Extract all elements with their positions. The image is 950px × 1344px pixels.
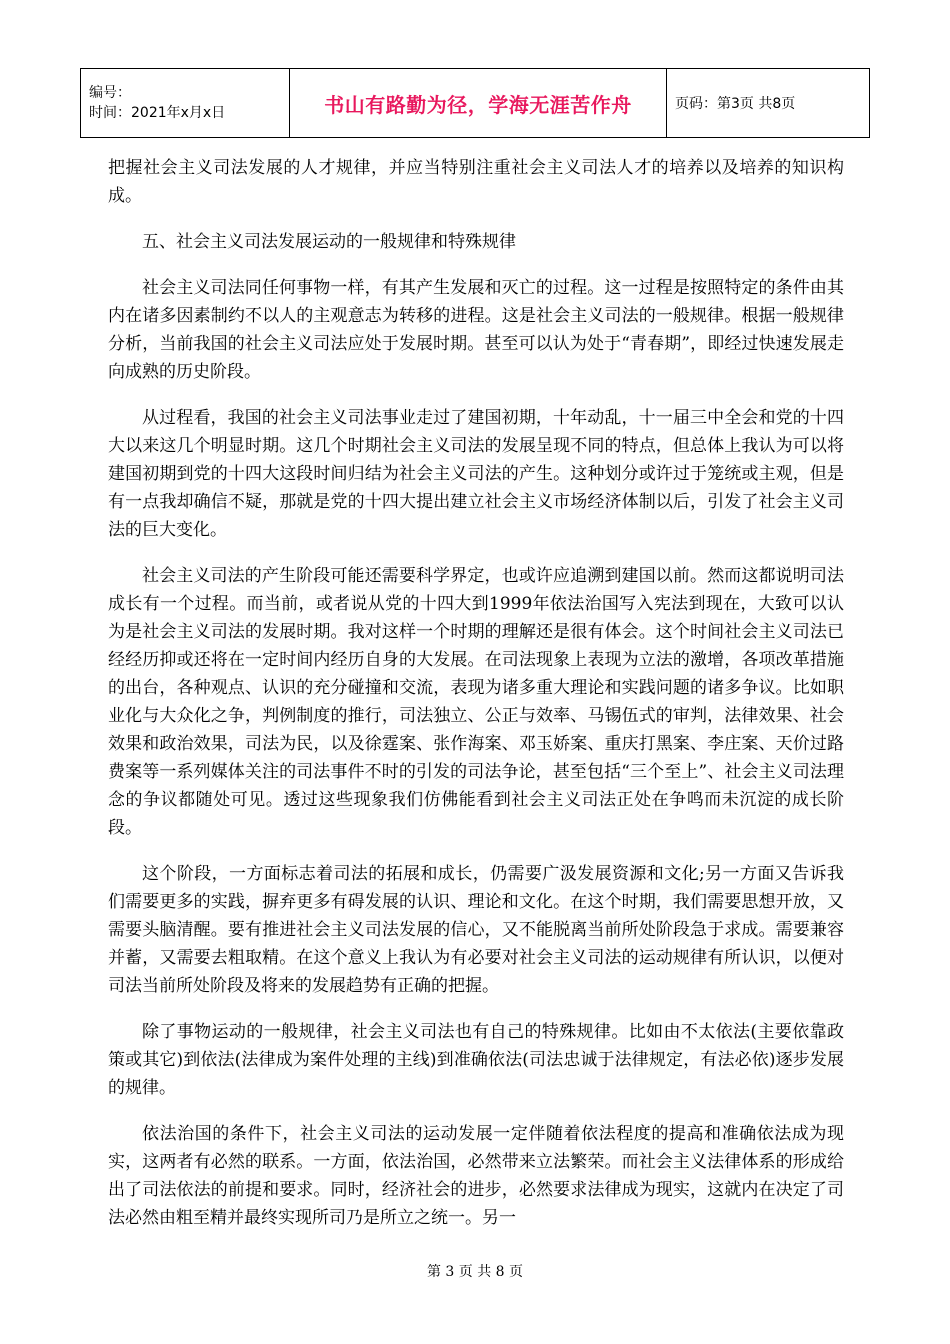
paragraph: 依法治国的条件下，社会主义司法的运动发展一定伴随着依法程度的提高和准确依法成为现实，这两者有必然的联系。一方面，依法治国，必然带来立法繁荣。而社会主义法律体系的形成给出了司法依法的前提和要求。同时，经济社会的进步，必然要求法律成为现实，这就内在决定了司法必然由粗至精并最终实现所司乃是所立之统一。另一 bbox=[108, 1124, 844, 1228]
header-motto: 书山有路勤为径，学海无涯苦作舟 bbox=[290, 69, 667, 138]
page-footer: 第 3 页 共 8 页 bbox=[426, 1264, 524, 1280]
document-number-label: 编号： bbox=[89, 85, 131, 101]
paragraph: 这个阶段，一方面标志着司法的拓展和成长，仍需要广汲发展资源和文化;另一方面又告诉我们需要更多的实践，摒弃更多有碍发展的认识、理论和文化。在这个时期，我们需要思想开放，又需要头脑清醒。要有推进社会主义司法发展的信心，又不能脱离当前所处阶段急于求成。需要兼容并蓄，又需要去粗取精。在这个意义上我认为有必要对社会主义司法的运动规律有所认识，以便对司法当前所处阶段及将来的发展趋势有正确的把握。 bbox=[108, 864, 844, 996]
paragraph: 除了事物运动的一般规律，社会主义司法也有自己的特殊规律。比如由不太依法(主要依靠政策或其它)到依法(法律成为案件处理的主线)到准确依法(司法忠诚于法律规定，有法必依)逐步发展的规律。 bbox=[108, 1022, 844, 1098]
header-page-info: 页码：第3页 共8页 bbox=[667, 69, 870, 138]
document-body bbox=[108, 154, 844, 1250]
paragraph: 社会主义司法的产生阶段可能还需要科学界定，也或许应追溯到建国以前。然而这都说明司法成长有一个过程。而当前，或者说从党的十四大到1999年依法治国写入宪法到现在，大致可以认为是社会主义司法的发展时期。我对这样一个时期的理解还是很有体会。这个时间社会主义司法已经经历抑或还将在一定时间内经历自身的大发展。在司法现象上表现为立法的激增，各项改革措施的出台，各种观点、认识的充分碰撞和交流，表现为诸多重大理论和实践问题的诸多争议。比如职业化与大众化之争，判例制度的推行，司法独立、公正与效率、马锡伍式的审判，法律效果、社会效果和政治效果，司法为民，以及徐霆案、张作海案、邓玉娇案、重庆打黑案、李庄案、天价过路费案等一系列媒体关注的司法事件不时的引发的司法争论，甚至包括“三个至上”、社会主义司法理念的争议都随处可见。透过这些现象我们仿佛能看到社会主义司法正处在争鸣而未沉淀的成长阶段。 bbox=[108, 566, 844, 838]
header-meta-cell bbox=[81, 69, 290, 138]
document-time-label: 时间：2021年x月x日 bbox=[89, 105, 226, 121]
paragraph: 从过程看，我国的社会主义司法事业走过了建国初期，十年动乱，十一届三中全会和党的十四大以来这几个明显时期。这几个时期社会主义司法的发展呈现不同的特点，但总体上我认为可以将建国初期到党的十四大这段时间归结为社会主义司法的产生。这种划分或许过于笼统或主观，但是有一点我却确信不疑，那就是党的十四大提出建立社会主义市场经济体制以后，引发了社会主义司法的巨大变化。 bbox=[108, 408, 844, 540]
header-table bbox=[80, 68, 870, 138]
paragraph: 把握社会主义司法发展的人才规律，并应当特别注重社会主义司法人才的培养以及培养的知识构成。 bbox=[108, 158, 844, 206]
section-heading: 五、社会主义司法发展运动的一般规律和特殊规律 bbox=[142, 232, 516, 252]
paragraph: 社会主义司法同任何事物一样，有其产生发展和灭亡的过程。这一过程是按照特定的条件由其内在诸多因素制约不以人的主观意志为转移的进程。这是社会主义司法的一般规律。根据一般规律分析，当前我国的社会主义司法应处于发展时期。甚至可以认为处于“青春期”，即经过快速发展走向成熟的历史阶段。 bbox=[108, 278, 844, 382]
